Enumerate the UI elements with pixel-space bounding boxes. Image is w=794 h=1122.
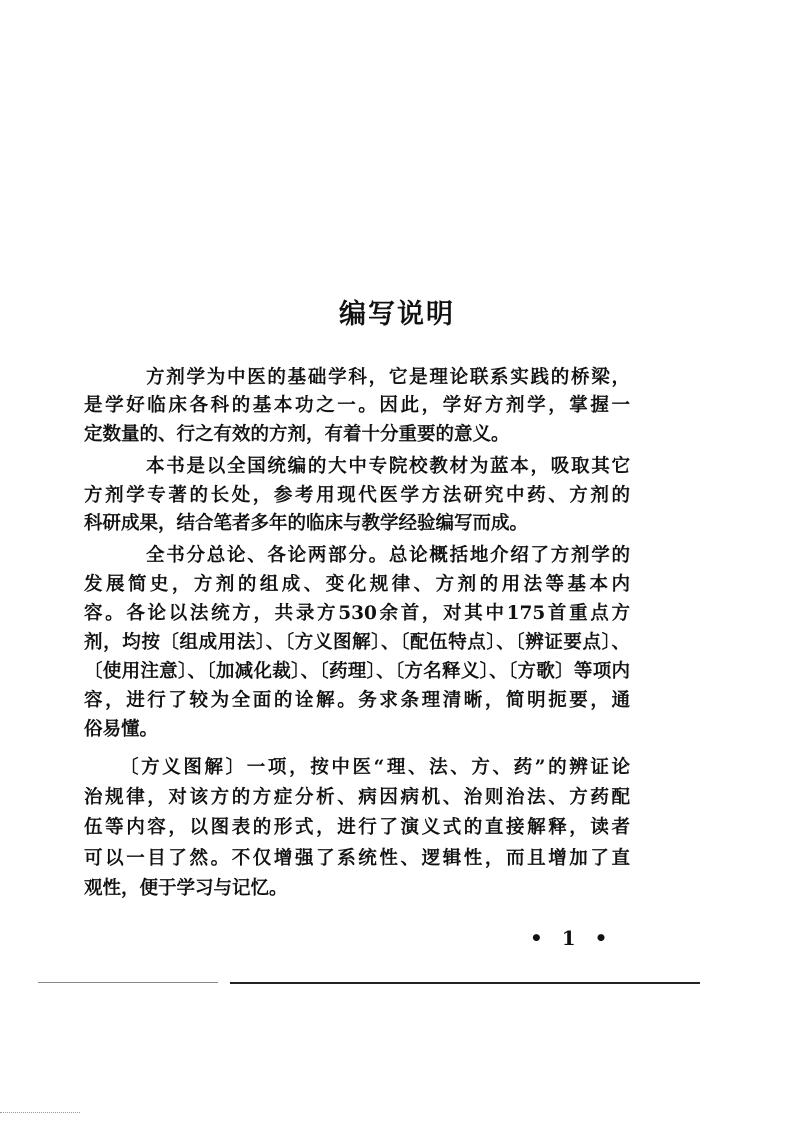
text-line: 〔方义图解〕一项，按中医“理、法、方、药”的辨证论 (120, 757, 630, 778)
text-line: 俗易懂。 (84, 719, 159, 740)
page-title: 编写说明 (339, 299, 455, 330)
text-line: 方剂学专著的长处，参考用现代医学方法研究中药、方剂的 (84, 485, 630, 506)
text-line: 定数量的、行之有效的方剂，有着十分重要的意义。 (84, 424, 510, 445)
text-line: 容。各论以法统方，共录方530余首，对其中175首重点方 (84, 603, 630, 624)
text-line: 可以一目了然。不仅增强了系统性、逻辑性，而且增加了直 (84, 848, 630, 869)
text-line: 发展简史，方剂的组成、变化规律、方剂的用法等基本内 (84, 574, 630, 595)
text-line: 伍等内容，以图表的形式，进行了演义式的直接解释，读者 (84, 817, 630, 838)
text-line: 治规律，对该方的方症分析、病因病机、治则治法、方药配 (84, 787, 630, 808)
bottom-rule (230, 982, 700, 984)
text-line: 〔使用注意〕、〔加减化裁〕、〔药理〕、〔方名释义〕、〔方歌〕等项内 (84, 661, 630, 682)
text-line: 观性，便于学习与记忆。 (84, 878, 288, 899)
text-line: 科研成果，结合笔者多年的临床与教学经验编写而成。 (84, 513, 529, 534)
scan-dots (0, 1112, 80, 1113)
text-line: 本书是以全国统编的大中专院校教材为蓝本，吸取其它 (146, 456, 630, 477)
text-line: 是学好临床各科的基本功之一。因此，学好方剂学，掌握一 (84, 395, 630, 416)
text-line: 剂，均按〔组成用法〕、〔方义图解〕、〔配伍特点〕、〔辨证要点〕、 (84, 632, 630, 653)
page-number: • 1 • (530, 926, 614, 950)
text-line: 容，进行了较为全面的诠解。务求条理清晰，简明扼要，通 (84, 690, 630, 711)
text-line: 方剂学为中医的基础学科，它是理论联系实践的桥梁， (146, 367, 630, 388)
text-line: 全书分总论、各论两部分。总论概括地介绍了方剂学的 (146, 545, 630, 566)
bottom-rule (38, 982, 218, 983)
